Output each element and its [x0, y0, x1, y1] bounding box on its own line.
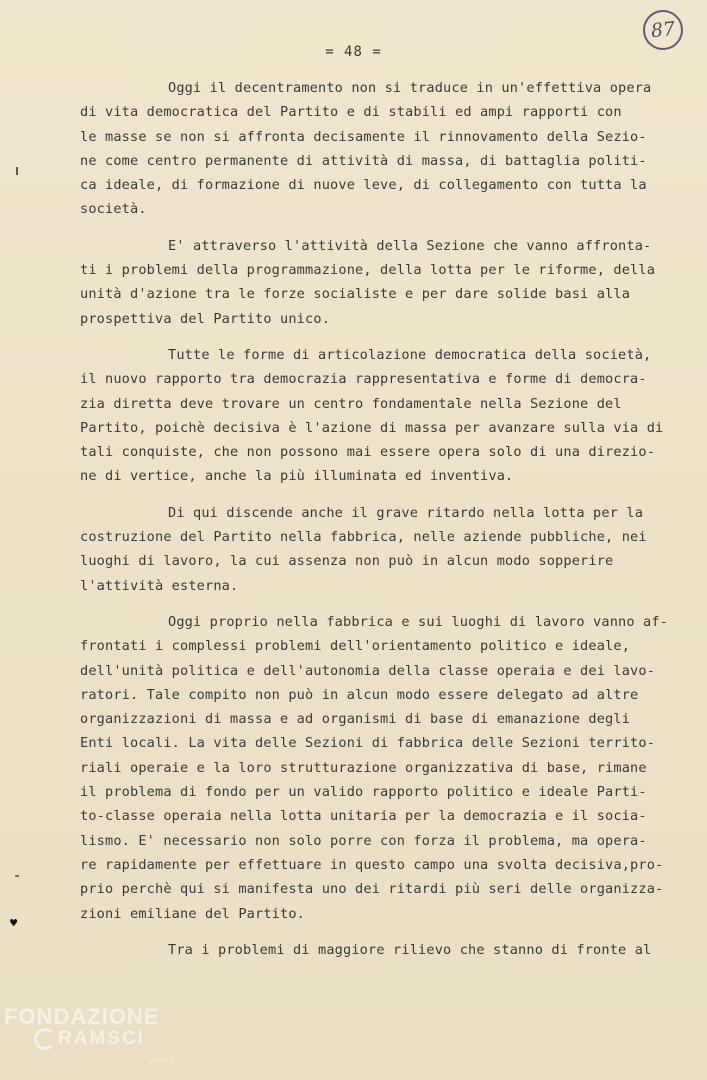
- text-line: Tra i problemi di maggiore rilievo che stanno di fronte al: [168, 941, 652, 958]
- text-line: organizzazioni di massa e ad organismi di base di emanazione degli: [80, 711, 631, 728]
- text-line: prospettiva del Partito unico.: [80, 310, 331, 327]
- text-line: tali conquiste, che non possono mai essere opera solo di una direzio-: [80, 444, 656, 461]
- text-line: zioni emiliane del Partito.: [80, 905, 306, 922]
- text-line: to-classe operaia nella lotta unitaria per la democrazia e il socia-: [80, 808, 647, 825]
- text-line: il nuovo rapporto tra democrazia rappresentativa e forme di democra-: [80, 371, 647, 388]
- text-line: l'attività esterna.: [80, 577, 239, 594]
- text-line: lismo. E' necessario non solo porre con forza il problema, ma opera-: [80, 832, 647, 849]
- text-line: luoghi di lavoro, la cui assenza non può in alcun modo sopperire: [80, 553, 614, 570]
- margin-mark: [16, 167, 18, 175]
- text-line: Partito, poichè decisiva è l'azione di massa per avanzare sulla via di: [80, 419, 664, 436]
- text-line: ne come centro permanente di attività di massa, di battaglia politi-: [80, 152, 647, 169]
- text-line: Di qui discende anche il grave ritardo nella lotta per la: [168, 504, 644, 521]
- text-line: re rapidamente per effettuare in questo campo una svolta decisiva,pro-: [80, 856, 664, 873]
- watermark-line-2: RAMSCI: [58, 1028, 145, 1050]
- text-line: il problema di fondo per un valido rapporto politico e ideale Parti-: [80, 784, 647, 801]
- paragraph-3: [80, 343, 680, 489]
- text-line: riali operaie e la loro strutturazione organizzativa di base, rimane: [80, 759, 647, 776]
- handwritten-folio-number: 87: [641, 8, 685, 52]
- text-line: costruzione del Partito nella fabbrica, nelle aziende pubbliche, nei: [80, 529, 647, 546]
- text-line: Oggi il decentramento non si traduce in un'effettiva opera: [168, 80, 652, 96]
- watermark-g-logo-icon: [34, 1028, 56, 1050]
- watermark-line-1: FONDAZIONE: [4, 1004, 160, 1029]
- text-line: Oggi proprio nella fabbrica e sui luoghi di lavoro vanno af-: [168, 613, 669, 630]
- text-line: Tutte le forme di articolazione democratica della società,: [168, 346, 652, 363]
- text-line: ne di vertice, anche la più illuminata ed inventiva.: [80, 468, 514, 485]
- paragraph-2: [80, 234, 680, 331]
- text-line: unità d'azione tra le forze socialiste e per dare solide basi alla: [80, 286, 631, 303]
- typewritten-body: [80, 76, 680, 974]
- paragraph-4: [80, 501, 680, 598]
- text-line: dell'unità politica e dell'autonomia della classe operaia e dei lavo-: [80, 662, 656, 679]
- paragraph-1: [80, 76, 680, 222]
- text-line: le masse se non si affronta decisamente il rinnovamento della Sezio-: [80, 128, 647, 145]
- text-line: ca ideale, di formazione di nuove leve, di collegamento con tutta la: [80, 177, 647, 194]
- paragraph-6: [80, 938, 680, 962]
- text-line: ti i problemi della programmazione, della lotta per le riforme, della: [80, 262, 656, 279]
- text-line: zia diretta deve trovare un centro fondamentale nella Sezione del: [80, 395, 622, 412]
- margin-ink-blot-icon: ♥: [10, 916, 18, 930]
- text-line: Enti locali. La vita delle Sezioni di fabbrica delle Sezioni territo-: [80, 735, 656, 752]
- text-line: frontati i complessi problemi dell'orientamento politico e ideale,: [80, 638, 631, 655]
- text-line: E' attraverso l'attività della Sezione che vanno affronta-: [168, 237, 652, 254]
- text-line: ratori. Tale compito non può in alcun modo essere delegato ad altre: [80, 686, 639, 703]
- archive-watermark-logo: [4, 1004, 175, 1065]
- paragraph-5: [80, 610, 680, 926]
- margin-mark: [15, 875, 19, 877]
- text-line: prio perchè qui si manifesta uno dei ritardi più seri delle organizza-: [80, 881, 664, 898]
- watermark-suffix: onlus: [150, 1056, 175, 1065]
- text-line: di vita democratica del Partito e di stabili ed ampi rapporti con: [80, 104, 622, 121]
- page-number: = 48 =: [325, 44, 382, 60]
- text-line: società.: [80, 201, 147, 218]
